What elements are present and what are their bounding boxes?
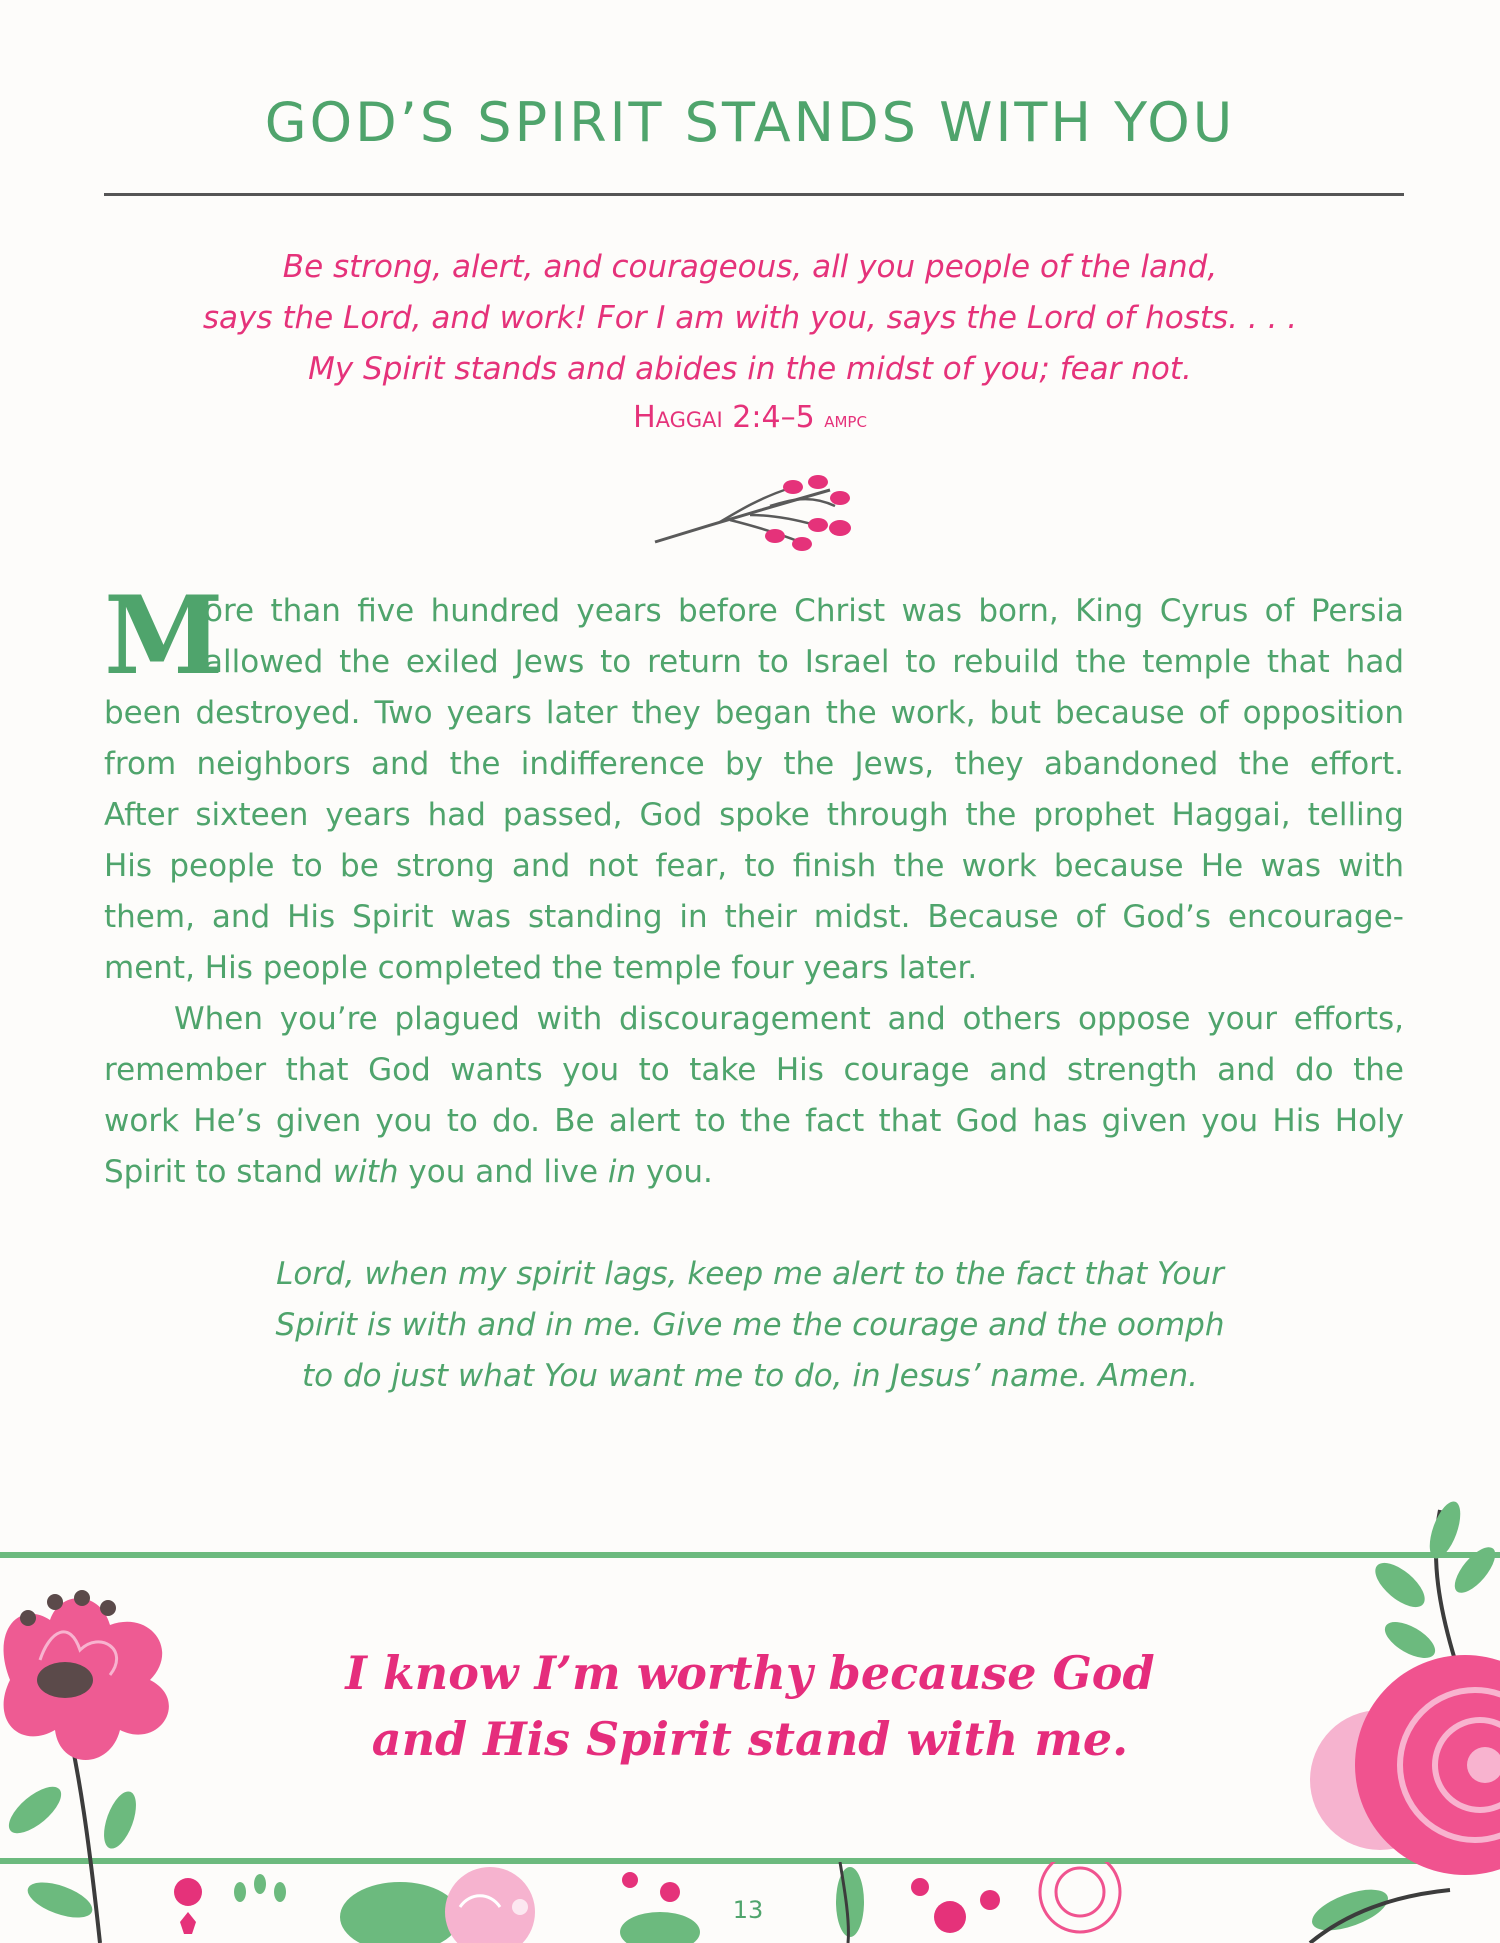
body-line: ment, His people completed the temple four years later. xyxy=(104,950,978,986)
verse-line: says the Lord, and work! For I am with you, says the Lord of hosts. . . . xyxy=(202,300,1298,336)
body-line: His people to be strong and not fear, to finish the work because He was with xyxy=(104,848,1404,884)
devotional-body xyxy=(104,573,1404,1198)
body-line: remember that God wants you to take His courage and strength and do the xyxy=(104,1052,1404,1088)
body-line: them, and His Spirit was standing in their midst. Because of God’s encourage- xyxy=(104,899,1404,935)
verse-reference xyxy=(0,400,1500,435)
body-line: work He’s given you to do. Be alert to the fact that God has given you His Holy xyxy=(104,1103,1404,1139)
page-number: 13 xyxy=(732,1896,764,1924)
body-line: been destroyed. Two years later they began the work, but because of opposition xyxy=(104,695,1404,731)
drop-cap: M xyxy=(104,573,224,699)
title-divider xyxy=(104,193,1404,196)
body-span: you and live xyxy=(398,1154,608,1190)
scripture-verse xyxy=(150,242,1350,395)
emphasis-in: in xyxy=(607,1154,637,1190)
reference-book: Haggai xyxy=(633,400,723,435)
prayer-line: Lord, when my spirit lags, keep me alert to the fact that Your xyxy=(276,1256,1224,1292)
prayer-line: to do just what You want me to do, in Jesus’ name. Amen. xyxy=(302,1358,1198,1394)
prayer xyxy=(0,1249,1500,1402)
leaf-icon xyxy=(160,1862,1260,1943)
emphasis-with: with xyxy=(332,1154,399,1190)
affirmation-line: and His Spirit stand with me. xyxy=(371,1712,1129,1766)
banner-top-rule xyxy=(0,1552,1500,1558)
body-line: from neighbors and the indifference by the Jews, they abandoned the effort. xyxy=(104,746,1404,782)
affirmation-banner xyxy=(0,1640,1500,1772)
body-line: When you’re plagued with discouragement and others oppose your efforts, xyxy=(174,1001,1404,1037)
reference-version: ampc xyxy=(824,408,867,433)
sprig-ornament-icon xyxy=(650,470,860,560)
verse-line: Be strong, alert, and courageous, all you people of the land, xyxy=(282,249,1218,285)
body-line: After sixteen years had passed, God spoke through the prophet Haggai, telling xyxy=(104,797,1404,833)
prayer-line: Spirit is with and in me. Give me the courage and the oomph xyxy=(275,1307,1225,1343)
page-title: GOD’S SPIRIT STANDS WITH YOU xyxy=(264,91,1236,154)
body-line: allowed the exiled Jews to return to Israel to rebuild the temple that had xyxy=(204,644,1404,680)
affirmation-line: I know I’m worthy because God xyxy=(345,1646,1155,1700)
body-line xyxy=(104,1147,1404,1198)
verse-line: My Spirit stands and abides in the midst of you; fear not. xyxy=(308,351,1192,387)
rose-icon xyxy=(1290,1490,1500,1943)
body-span: you. xyxy=(636,1154,713,1190)
body-span: Spirit to stand xyxy=(104,1154,333,1190)
body-line: ore than five hundred years before Christ was born, King Cyrus of Persia xyxy=(204,593,1404,629)
reference-chapter: 2:4–5 xyxy=(732,400,815,435)
